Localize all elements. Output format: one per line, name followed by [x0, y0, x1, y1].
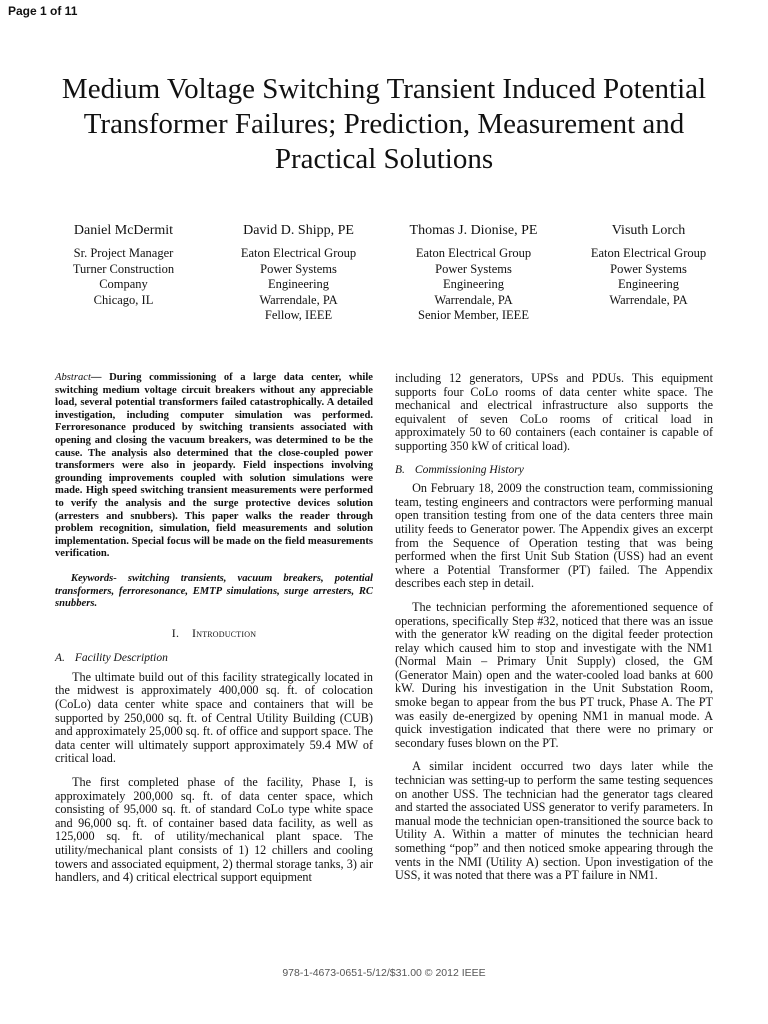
section-number: I.: [171, 625, 180, 640]
paragraph: including 12 generators, UPSs and PDUs. This equipment supports four CoLo rooms of data center white space. The mechanical and electrical infrastructure also supports the equivalent of seven CoLo rooms of critical load in approximately 50 to 60 containers (each container is capable of supporting 350 kW of critical load).: [395, 371, 713, 453]
author-1: [36, 222, 211, 324]
paragraph: The ultimate build out of this facility strategically located in the midwest is approximately 400,000 sq. ft. of colocation (CoLo) data center white space and containers that will be supported by 250,000 sq. ft. of Central Utility Building (CUB) and approximately 25,000 sq. ft. of office and support space. The data center will ultimately support approximately 59.4 MW of critical load.: [55, 669, 373, 766]
section-title: Introduction: [192, 625, 257, 640]
abstract-text: — During commissioning of a large data center, while switching medium voltage circuit breakers without any appreciable load, several potential transformers failed catastrophically. A detailed investigation, including computer simulation was performed. Ferroresonance produced by switching transients associated with opening and closing the vacuum breakers, was determined to be the cause. The analysis also determined that the close-coupled power transformers were also in jeopardy. Field inspections involving grounding improvements coupled with solution simulations were made. High speed switching transient measurements were performed to verify the analysis and the surge protective devices solution (arresters and snubbers). This paper walks the reader through problem recognition, simulation, field measurements and solution implementation. Special focus will be made on the field measurements verification.: [55, 372, 373, 560]
author-2: [211, 222, 386, 324]
subsection-letter: B.: [395, 463, 405, 476]
author-affiliation-line: Chicago, IL: [93, 292, 154, 307]
abstract-label: Abstract: [55, 372, 91, 383]
subsection-heading-facility: [55, 652, 373, 666]
author-affiliation-line: Turner Construction: [72, 261, 175, 276]
paper-title: Medium Voltage Switching Transient Induced Potential Transformer Failures; Prediction, Measurement and Practical Solutions: [61, 73, 707, 175]
left-column: [55, 372, 373, 895]
abstract: [55, 372, 373, 561]
author-affiliation-line: Power Systems: [260, 261, 337, 276]
author-4: [561, 222, 736, 324]
page-number: Page 1 of 11: [8, 4, 78, 18]
author-block: [36, 222, 736, 324]
author-affiliation-line: Company: [99, 277, 148, 291]
author-name: Daniel McDermit: [73, 223, 174, 238]
author-affiliation-line: Eaton Electrical Group: [415, 246, 532, 260]
section-heading-introduction: [55, 627, 373, 641]
author-name: Thomas J. Dionise, PE: [409, 223, 538, 238]
author-affiliation-line: Warrendale, PA: [609, 292, 688, 307]
subsection-heading-commissioning: [395, 464, 713, 478]
author-affiliation-line: Eaton Electrical Group: [240, 246, 357, 260]
paragraph: The technician performing the aforementioned sequence of operations, specifically Step #32, noticed that there was an issue with the generator kW reading on the digital feeder protection relay which caused him to stop and investigate with the NM1 (Normal Main – Primary Unit Supply) closed, the GM (Generator Main) open and the water-cooled load banks at 600 kW. During his investigation in the Unit Substation Room, smoke began to appear from the bus PT truck, Phase A. The PT was easily de-energized by opening NM1 in manual mode. A quick investigation indicated that there were no primary or secondary fuses blown on the PT.: [395, 599, 713, 750]
author-affiliation-line: Power Systems: [435, 261, 512, 276]
author-affiliation-line: Fellow, IEEE: [264, 308, 333, 322]
paragraph: The first completed phase of the facility, Phase I, is approximately 200,000 sq. ft. of data center space, which consisting of 95,000 sq. ft. of standard CoLo type white space and 96,000 sq. ft. of container based data facility, as well as 125,000 sq. ft. of utility/mechanical plant space. The utility/mechanical plant consists of 1) 12 chillers and cooling towers and associated equipment, 2) thermal storage tanks, 3) air handlers, and 4) critical electrical support equipment: [55, 775, 373, 885]
author-name: Visuth Lorch: [611, 223, 686, 238]
author-affiliation-line: Warrendale, PA: [259, 292, 338, 307]
author-affiliation-line: Engineering: [267, 277, 330, 291]
subsection-title: Facility Description: [74, 652, 168, 665]
keywords: Keywords- switching transients, vacuum breakers, potential transformers, ferroresonance, EMTP simulations, surge arresters, RC snubbers.: [55, 572, 373, 610]
paragraph: A similar incident occurred two days later while the technician was setting-up to perform the same testing sequences on another USS. The technician had the generator tags cleared and started the associated USS generator to verify parameters. In manual mode the technician open-transitioned the source back to Utility A. Within a matter of minutes the technician heard something “pop” and then noticed smoke appearing through the vents in the NMI (Utility A) section. Upon investigation of the USS, it was noted that there was a PT failure in NM1.: [395, 759, 713, 883]
author-3: [386, 222, 561, 324]
author-affiliation-line: Warrendale, PA: [434, 292, 513, 307]
author-name: David D. Shipp, PE: [243, 223, 354, 238]
subsection-title: Commissioning History: [414, 463, 524, 476]
author-affiliation-line: Senior Member, IEEE: [418, 308, 529, 322]
paragraph: On February 18, 2009 the construction team, commissioning team, testing engineers and contractors were performing manual open transition testing from one of the data centers three main utility feeds to Generator power. The Appendix gives an excerpt from the Sequence of Operation testing that was being performed when the first Unit Sub Station (USS) had an event where a Potential Transformer (PT) failed. The Appendix describes each step in detail.: [395, 481, 713, 591]
author-affiliation-line: Sr. Project Manager: [73, 246, 174, 260]
subsection-letter: A.: [55, 652, 65, 665]
author-affiliation-line: Eaton Electrical Group: [590, 246, 707, 260]
right-column: [395, 372, 713, 893]
copyright-footer: 978-1-4673-0651-5/12/$31.00 © 2012 IEEE: [282, 967, 486, 979]
author-affiliation-line: Power Systems: [610, 261, 687, 276]
author-affiliation-line: Engineering: [442, 277, 505, 291]
author-affiliation-line: Engineering: [617, 277, 680, 291]
